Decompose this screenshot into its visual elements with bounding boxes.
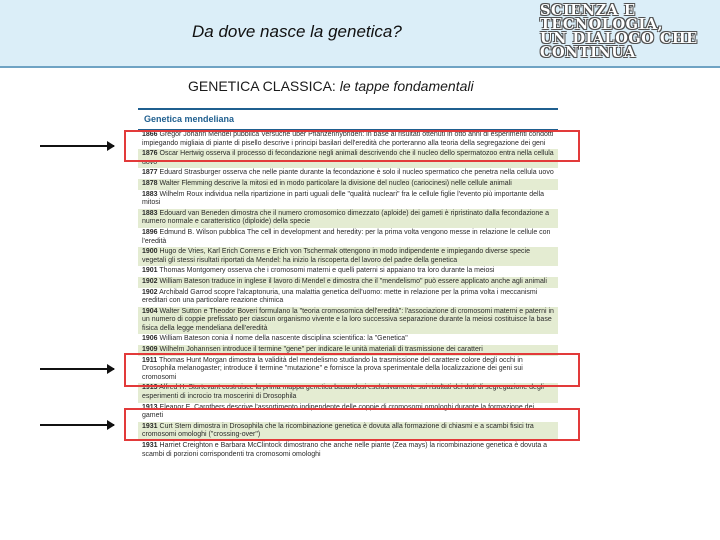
table-row <box>138 441 558 460</box>
row-year: 1877 <box>142 169 158 177</box>
row-text: Walter Sutton e Theodor Boveri formulano la "teoria cromosomica dell'eredità": l'associazione di cromosomi materni e paterni in un numero di coppie prefissato per ciascun organismo vivente e la loro successiva separazione durante la meiosi costituisce la base fisica della legge mendeliana dell'eredità <box>142 307 554 332</box>
table-row <box>138 307 558 335</box>
row-text: Curt Stern dimostra in Drosophila che la ricombinazione genetica è dovuta alla formazione di chiasmi e a scambi fisici tra cromosomi omologhi ("crossing-over") <box>142 422 534 439</box>
table-row <box>138 190 558 209</box>
row-year: 1878 <box>142 179 158 187</box>
row-text: Eleanor E. Carothers descrive l'assortimento indipendente delle coppie di cromosomi omologhi durante la formazione dei gameti <box>142 403 535 420</box>
table-row <box>138 228 558 247</box>
subtitle-rest: le tappe fondamentali <box>335 78 474 94</box>
row-text: Alfred H. Sturtevant costruisce la prima mappa genetica basandosi esclusivamente sui risultati dei dati di segregazione degli esperimenti di incrocio tra moscerini di Drosophila <box>142 384 544 401</box>
row-text: Edouard van Beneden dimostra che il numero cromosomico dimezzato (aploide) dei gameti è ripristinato dalla fecondazione a numero normale e caratteristico (diploide) della specie <box>142 209 550 226</box>
logo <box>540 4 712 64</box>
logo-line: CONTINUA <box>540 44 636 61</box>
logo-line: SCIENZA E <box>540 2 636 19</box>
row-text: Oscar Hertwig osserva il processo di fecondazione negli animali descrivendo che il nucleo dello spermatozoo entra nella cellula uovo <box>142 150 554 166</box>
row-year: 1909 <box>142 346 158 354</box>
row-text: Walter Flemming descrive la mitosi ed in modo particolare la divisione del nucleo (cariocinesi) nelle cellule animali <box>159 179 512 187</box>
table-row <box>138 209 558 228</box>
row-year: 1931 <box>142 442 158 449</box>
row-text: Edmund B. Wilson pubblica The cell in development and heredity: per la prima volta vengono messe in relazione le cellule con l'eredità <box>142 228 551 245</box>
table-row <box>138 288 558 307</box>
row-year: 1913 <box>142 384 158 392</box>
row-year: 1902 <box>142 288 158 296</box>
row-year: 1876 <box>142 150 158 158</box>
row-year: 1883 <box>142 209 158 217</box>
row-year: 1901 <box>142 267 158 275</box>
timeline-table <box>138 108 558 532</box>
row-year: 1866 <box>142 131 158 138</box>
row-text: William Bateson traduce in inglese il lavoro di Mendel e dimostra che il "mendelismo" può essere applicato anche agli animali <box>159 277 547 285</box>
arrow-icon <box>40 368 114 370</box>
row-text: Wilhelm Johannsen introduce il termine "gene" per indicare le unità materiali di trasmissione dei caratteri <box>159 346 483 354</box>
row-year: 1904 <box>142 307 158 315</box>
row-year: 1911 <box>142 356 158 364</box>
table-row <box>138 334 558 345</box>
highlight-box-1904 <box>124 353 580 387</box>
row-year: 1902 <box>142 277 158 285</box>
row-text: Wilhelm Roux individua nella ripartizione in parti uguali delle "qualità nucleari" fra le cellule figlie l'evento più importante della mitosi <box>142 190 545 207</box>
arrow-icon <box>40 145 114 147</box>
table-heading-label: Genetica mendeliana <box>144 114 235 124</box>
table-row <box>138 247 558 266</box>
row-text: Eduard Strasburger osserva che nelle piante durante la fecondazione è solo il nucleo spermatico che penetra nella cellula uovo <box>159 169 554 177</box>
row-text: William Bateson conia il nome della nascente disciplina scientifica: la "Genetica" <box>159 335 408 343</box>
row-year: 1896 <box>142 228 158 236</box>
table-heading <box>138 108 558 132</box>
row-text: Thomas Montgomery osserva che i cromosomi materni e quelli paterni si appaiano tra loro durante la meiosi <box>159 267 495 275</box>
subtitle-strong: GENETICA CLASSICA: <box>188 78 336 94</box>
row-year: 1913 <box>142 403 158 411</box>
row-text: Gregor Johann Mendel pubblica Versuche über Pflanzenhybriden: in base ai risultati ottenuti in otto anni di esperimenti condotti impiegando migliaia di piante di pisello descrive i principi basilari dell'eredità che porteranno alla teoria della segregazione dei geni <box>142 131 554 147</box>
table-row <box>138 179 558 190</box>
table-row <box>138 277 558 288</box>
table-row <box>138 266 558 277</box>
row-year: 1883 <box>142 190 158 198</box>
row-text: Hugo de Vries, Karl Erich Correns e Erich von Tschermak ottengono in modo indipendente e impiegando diverse specie vegetali gli stessi risultati riportati da Mendel: ha inizio la riscoperta del lavoro del padre della genetica <box>142 248 530 264</box>
highlight-box-1866 <box>124 130 580 162</box>
logo-line: TECNOLOGIA, <box>540 16 664 33</box>
table-row <box>138 168 558 179</box>
row-text: Thomas Hunt Morgan dimostra la validità del mendelismo studiando la trasmissione del carattere colore degli occhi in Drosophila melanogaster; introduce il termine "mutazione" e fornisce la prova sperimentale della localizzazione dei geni sui cromosomi <box>142 356 523 381</box>
row-year: 1931 <box>142 422 158 430</box>
row-year: 1900 <box>142 248 158 256</box>
arrow-icon <box>40 424 114 426</box>
highlight-box-1911 <box>124 408 580 441</box>
row-text: Harriet Creighton e Barbara McClintock dimostrano che anche nelle piante (Zea mays) la ricombinazione genetica è dovuta a scambi di porzioni corrispondenti tra cromosomi omologhi <box>142 442 548 458</box>
subtitle <box>188 78 474 94</box>
logo-line: UN DIALOGO CHE <box>540 30 698 47</box>
page-title: Da dove nasce la genetica? <box>192 22 402 41</box>
row-text: Archibald Garrod scopre l'alcaptonuria, una malattia genetica dell'uomo: mette in relazione per la prima volta i meccanismi ereditari con una particolare reazione chimica <box>142 288 538 305</box>
row-year: 1906 <box>142 335 158 343</box>
